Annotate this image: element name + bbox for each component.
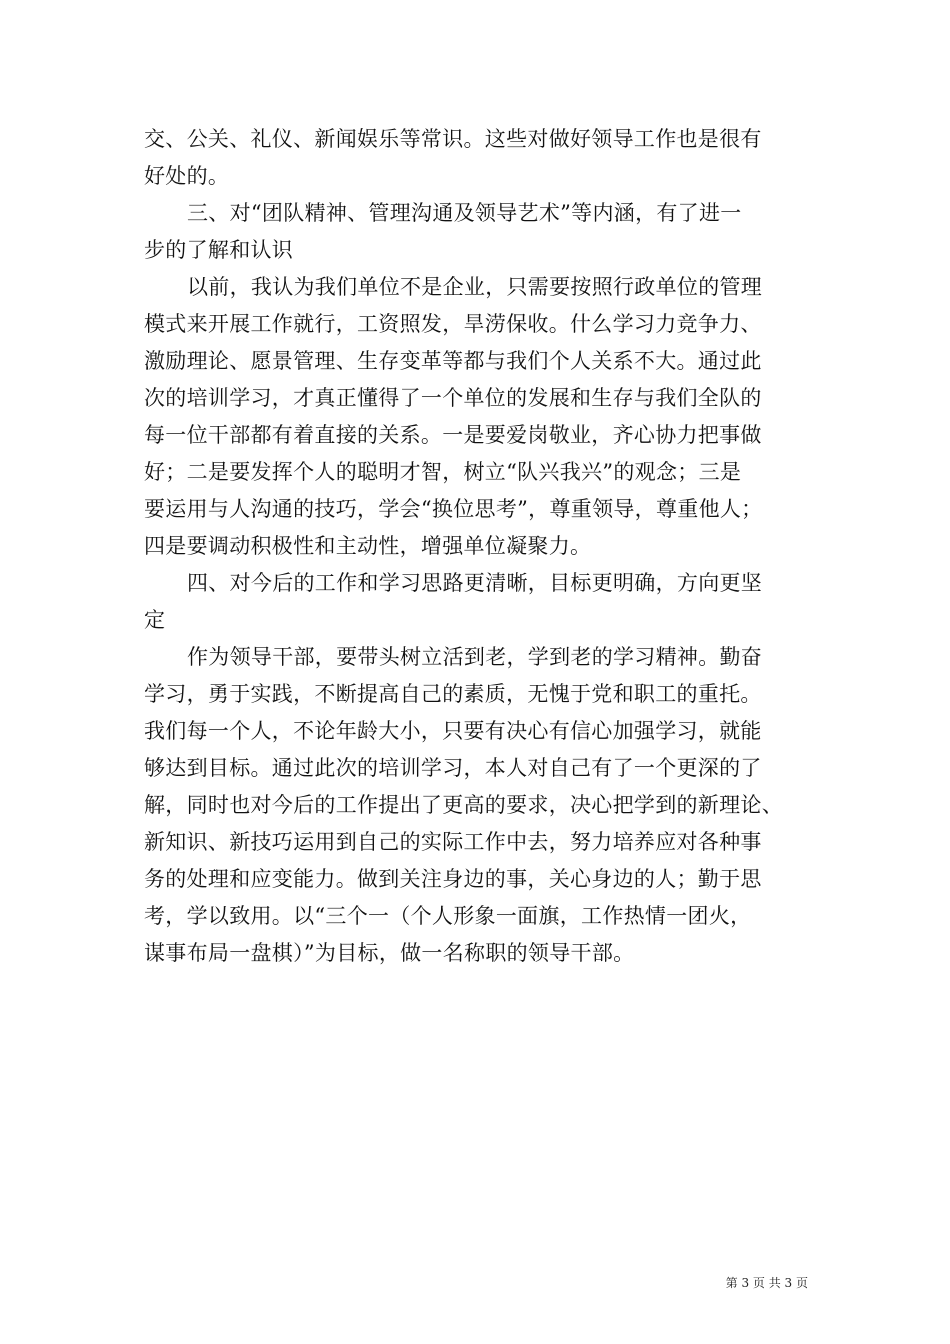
text-line: 解，同时也对今后的工作提出了更高的要求，决心把学到的新理论、 <box>144 793 783 817</box>
text-line: 以前，我认为我们单位不是企业，只需要按照行政单位的管理 <box>187 275 763 299</box>
text-line: 模式来开展工作就行，工资照发，旱涝保收。什么学习力竞争力、 <box>144 312 762 336</box>
text-line: 我们每一个人，不论年龄大小，只要有决心有信心加强学习，就能 <box>144 719 762 743</box>
text-line: 作为领导干部，要带头树立活到老，学到老的学习精神。勤奋 <box>187 645 763 669</box>
text-line: 好处的。 <box>144 164 230 188</box>
text-line: 次的培训学习，才真正懂得了一个单位的发展和生存与我们全队的 <box>144 386 762 410</box>
text-line: 考，学以致用。以“三个一（个人形象一面旗，工作热情一团火， <box>144 904 752 928</box>
text-line: 激励理论、愿景管理、生存变革等都与我们个人关系不大。通过此 <box>144 349 762 373</box>
text-line: 步的了解和认识 <box>144 238 294 262</box>
text-line: 交、公关、礼仪、新闻娱乐等常识。这些对做好领导工作也是很有 <box>144 127 762 151</box>
text-line: 定 <box>144 608 166 632</box>
text-line: 谋事布局一盘棋）”为目标，做一名称职的领导干部。 <box>144 941 635 965</box>
text-line: 新知识、新技巧运用到自己的实际工作中去，努力培养应对各种事 <box>144 830 762 854</box>
text-line: 三、对“团队精神、管理沟通及领导艺术”等内涵，有了进一 <box>187 201 742 225</box>
text-line: 够达到目标。通过此次的培训学习，本人对自己有了一个更深的了 <box>144 756 762 780</box>
document-body <box>144 121 812 972</box>
text-line: 四是要调动积极性和主动性，增强单位凝聚力。 <box>144 534 592 558</box>
text-line: 要运用与人沟通的技巧，学会“换位思考”，尊重领导，尊重他人； <box>144 497 763 521</box>
text-line: 每一位干部都有着直接的关系。一是要爱岗敬业，齐心协力把事做 <box>144 423 762 447</box>
text-line: 务的处理和应变能力。做到关注身边的事，关心身边的人；勤于思 <box>144 867 762 891</box>
text-line: 学习，勇于实践，不断提高自己的素质，无愧于党和职工的重托。 <box>144 682 762 706</box>
text-line: 四、对今后的工作和学习思路更清晰，目标更明确，方向更坚 <box>187 571 763 595</box>
text-line: 好；二是要发挥个人的聪明才智，树立“队兴我兴”的观念；三是 <box>144 460 742 484</box>
page-number-footer: 第 3 页 共 3 页 <box>725 1276 808 1290</box>
